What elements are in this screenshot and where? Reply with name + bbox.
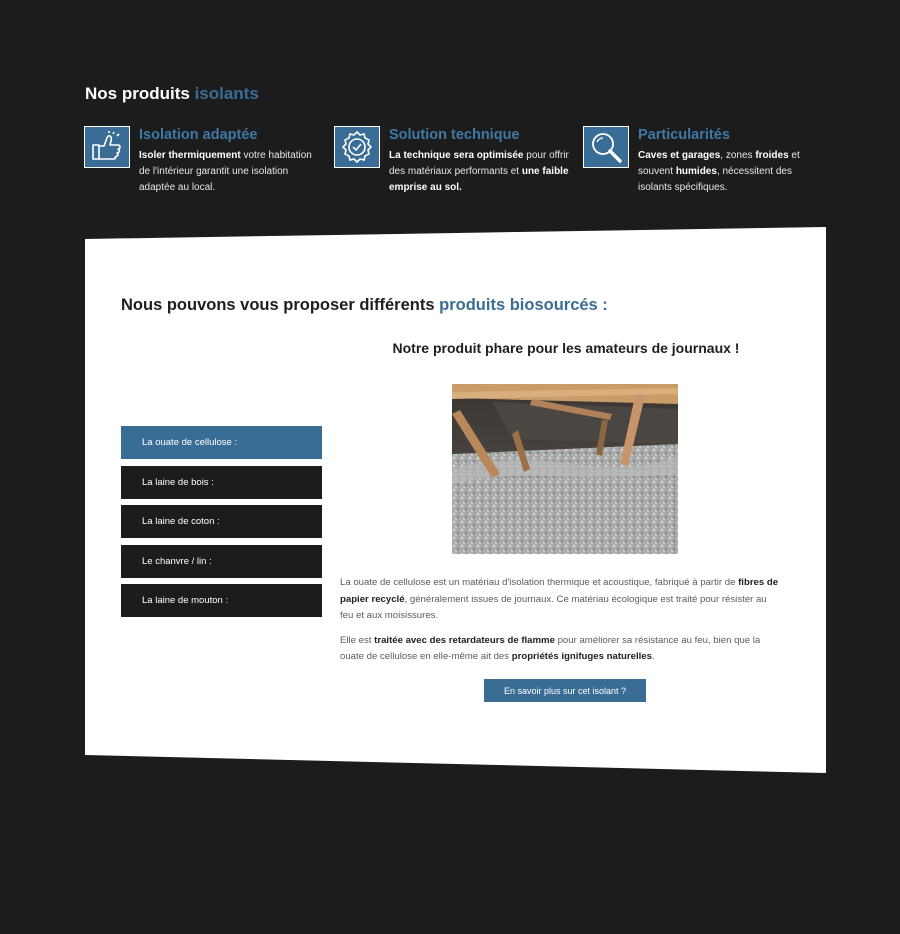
tab-laine-de-mouton[interactable]: La laine de mouton : xyxy=(121,584,322,617)
feature-title: Particularités xyxy=(638,127,730,143)
thumbs-up-icon xyxy=(85,127,129,167)
learn-more-button[interactable]: En savoir plus sur cet isolant ? xyxy=(484,679,646,702)
features-row xyxy=(84,126,844,206)
feature-text: La technique sera optimisée pour offrir des matériaux performants et une faible emprise au sol. xyxy=(389,150,569,193)
feature-text: Caves et garages, zones froides et souvent humides, nécessitent des isolants spécifiques. xyxy=(638,150,800,193)
product-description xyxy=(340,575,782,674)
section-title: Nos produits isolants xyxy=(85,84,259,103)
product-heading: Notre produit phare pour les amateurs de journaux ! xyxy=(392,340,740,356)
gear-check-icon xyxy=(335,127,379,167)
content-title: Nous pouvons vous proposer différents produits biosourcés : xyxy=(121,296,608,314)
product-tabs xyxy=(121,426,322,624)
description-paragraph: La ouate de cellulose est un matériau d'isolation thermique et acoustique, fabriqué à partir de fibres de papier recyclé, généralement issues de journaux. Ce matériau écologique est traité pour résister au feu et aux moisissures. xyxy=(340,577,779,621)
feature-title: Solution technique xyxy=(389,127,520,143)
tab-laine-de-coton[interactable]: La laine de coton : xyxy=(121,505,322,538)
tab-ouate-de-cellulose[interactable]: La ouate de cellulose : xyxy=(121,426,322,459)
feature-title: Isolation adaptée xyxy=(139,127,258,143)
tab-chanvre-lin[interactable]: Le chanvre / lin : xyxy=(121,545,322,578)
magnifier-icon xyxy=(584,127,628,167)
feature-text: Isoler thermiquement votre habitation de l'intérieur garantit une isolation adaptée au local. xyxy=(139,150,312,193)
description-paragraph: Elle est traitée avec des retardateurs de flamme pour améliorer sa résistance au feu, bien que la ouate de cellulose en elle-même ait des propriétés ignifuges naturelles. xyxy=(340,634,761,662)
tab-laine-de-bois[interactable]: La laine de bois : xyxy=(121,466,322,499)
product-photo xyxy=(452,384,678,554)
